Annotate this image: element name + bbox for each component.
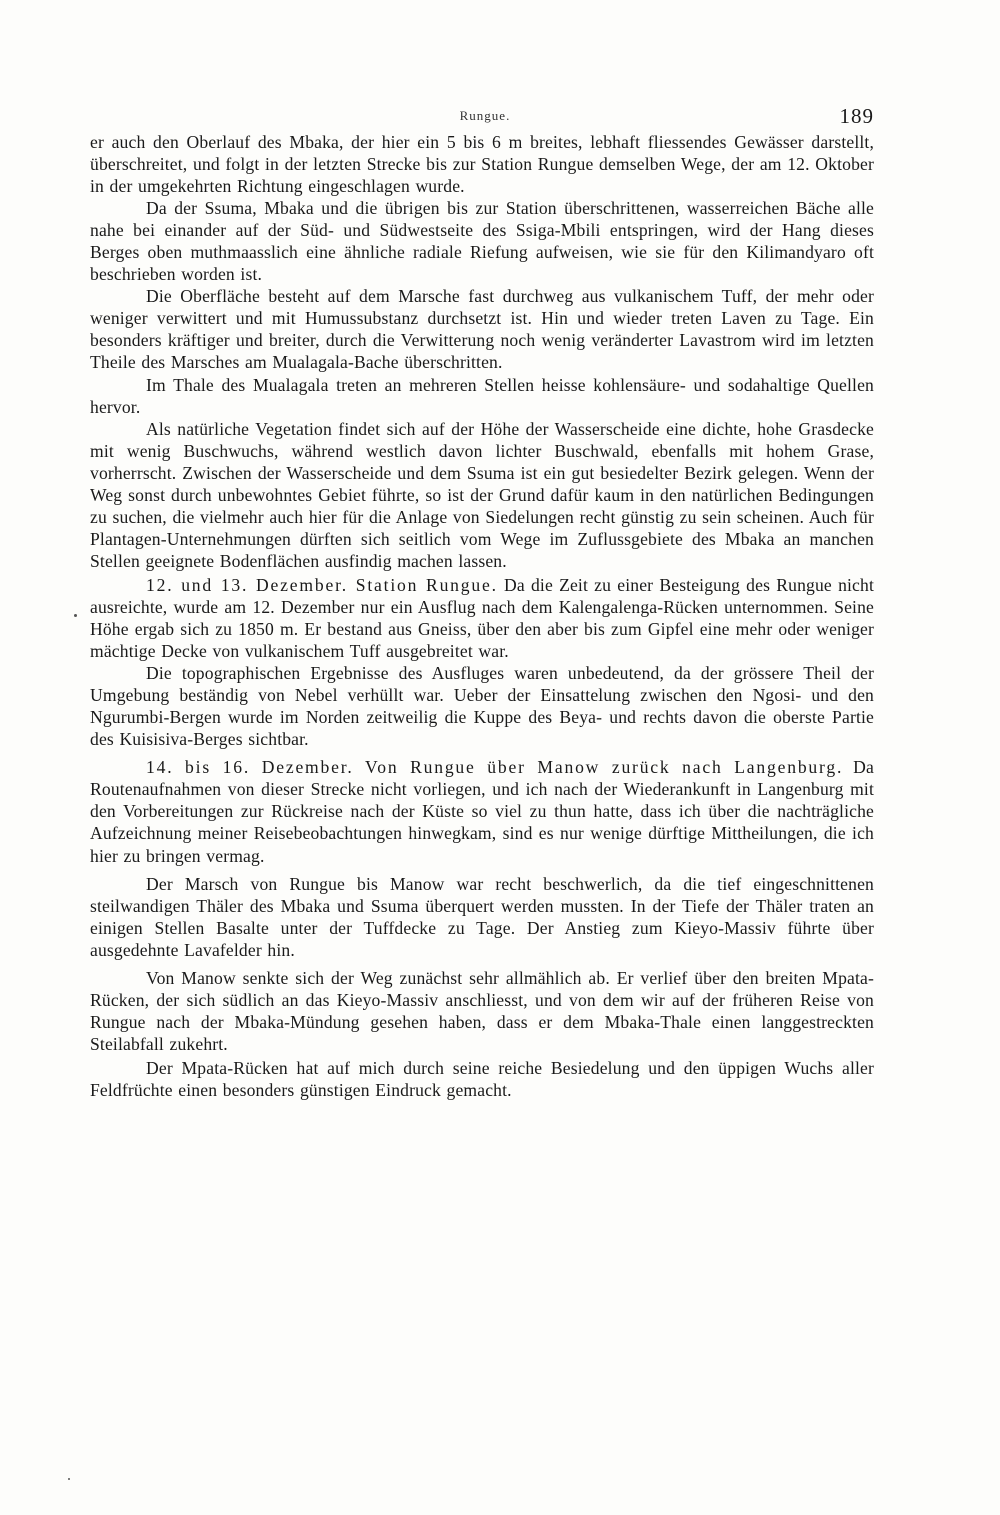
- paragraph-11: Der Mpata-Rücken hat auf mich durch seine reiche Besiedelung und den üppigen Wuchs aller Feldfrüchte einen besonders günstigen Eindruck gemacht.: [90, 1057, 874, 1100]
- running-header: [90, 104, 880, 128]
- paragraph-3: Die Oberfläche besteht auf dem Marsche fast durchweg aus vulkanischem Tuff, der mehr oder weniger verwittert und mit Humussubstanz durchsetzt ist. Hin und wieder treten Laven zu Tage. Ein besonders kräftiger und breiter, durch die Verwitterung noch wenig veränderter Lavastrom wird im letzten Theile des Marsches am Mualagala-Bache überschritten.: [90, 286, 874, 373]
- paragraph-5: Als natürliche Vegetation findet sich auf der Höhe der Wasserscheide eine dichte, hohe Grasdecke mit wenig Buschwuchs, während westlich davon lichter Buschwald, ebenfalls mit hohem Grase, vorherrscht. Zwischen der Wasserscheide und dem Ssuma ist ein gut besiedelter Bezirk gelegen. Wenn der Weg sonst durch unbewohntes Gebiet führte, so ist der Grund dafür kaum in den natürlichen Bedingungen zu suchen, die vielmehr auch hier für die Anlage von Siedelungen recht günstig zu sein scheinen. Auch für Plantagen-Unternehmungen dürften sich seitlich vom Wege im Zuflussgebiete des Mbaka an manchen Stellen geeignete Bodenflächen ausfindig machen lassen.: [90, 418, 874, 571]
- paragraph-7: Die topographischen Ergebnisse des Ausfluges waren unbedeutend, da der grössere Theil der Umgebung beständig von Nebel verhüllt war. Ueber der Einsattelung zwischen den Ngosi- und den Ngurumbi-Bergen wurde im Norden zeitweilig die Kuppe des Beya- und rechts davon die oberste Partie des Kuisisiva-Berges sichtbar.: [90, 663, 874, 750]
- body-text: [90, 131, 874, 1101]
- date-heading: 14. bis 16. Dezember. Von Rungue über Manow zurück nach Langenburg.: [146, 757, 844, 778]
- date-heading: 12. und 13. Dezember. Station Rungue.: [146, 574, 498, 595]
- paragraph-2: Da der Ssuma, Mbaka und die übrigen bis zur Station überschrittenen, wasserreichen Bäche alle nahe bei einander auf der Süd- und Südwestseite des Ssiga-Mbili entspringen, wird der Hang dieses Berges oben muthmaasslich eine ähnliche radiale Riefung aufweisen, wie sie für den Kilimandyaro oft beschrieben worden ist.: [90, 198, 874, 285]
- paragraph-10: Von Manow senkte sich der Weg zunächst sehr allmählich ab. Er verlief über den breiten Mpata-Rücken, der sich südlich an das Kieyo-Massiv anschliesst, und von dem wir auf der früheren Reise von Rungue nach der Mbaka-Mündung gesehen haben, dass er dem Mbaka-Thale einen langgestreckten Steilabfall zukehrt.: [90, 967, 874, 1054]
- print-speck: [74, 614, 77, 617]
- paragraph-4: Im Thale des Mualagala treten an mehreren Stellen heisse kohlensäure- und sodahaltige Quellen hervor.: [90, 374, 874, 417]
- paragraph-9: Der Marsch von Rungue bis Manow war recht beschwerlich, da die tief eingeschnittenen steilwandigen Thäler des Mbaka und Ssuma überquert werden mussten. In der Tiefe der Thäler traten an einigen Stellen Basalte unter der Tuffdecke zu Tage. Der Anstieg zum Kieyo-Massiv führte über ausgedehnte Lavafelder hin.: [90, 873, 874, 960]
- paragraph-8: [90, 756, 874, 866]
- paragraph-text: Da Routenaufnahmen von dieser Strecke nicht vorliegen, und ich nach der Wiederankunft in Langenburg mit den Vorbereitungen zur Rückreise nach der Küste so viel zu thun hatte, dass ich über die nachträgliche Aufzeichnung meiner Reisebeobachtungen hinwegkam, sind es nur wenige dürftige Mittheilungen, die ich hier zu bringen vermag.: [90, 757, 874, 866]
- paragraph-6: [90, 574, 874, 662]
- running-title: Rungue.: [459, 108, 511, 123]
- print-speck: [68, 1478, 70, 1480]
- page-number: 189: [839, 104, 874, 128]
- paragraph-1: er auch den Oberlauf des Mbaka, der hier ein 5 bis 6 m breites, lebhaft fliessendes Gewässer darstellt, überschreitet, und folgt in der letzten Strecke bis zur Station Rungue demselben Wege, der am 12. Oktober in der umgekehrten Richtung eingeschlagen wurde.: [90, 132, 874, 197]
- paragraph-text: Da die Zeit zu einer Besteigung des Rungue nicht ausreichte, wurde am 12. Dezember nur ein Ausflug nach dem Kalengalenga-Rücken unternommen. Seine Höhe ergab sich zu 1850 m. Er bestand aus Gneiss, über den aber bis zum Gipfel eine mehr oder weniger mächtige Decke von vulkanischem Tuff ausgebreitet war.: [90, 574, 874, 662]
